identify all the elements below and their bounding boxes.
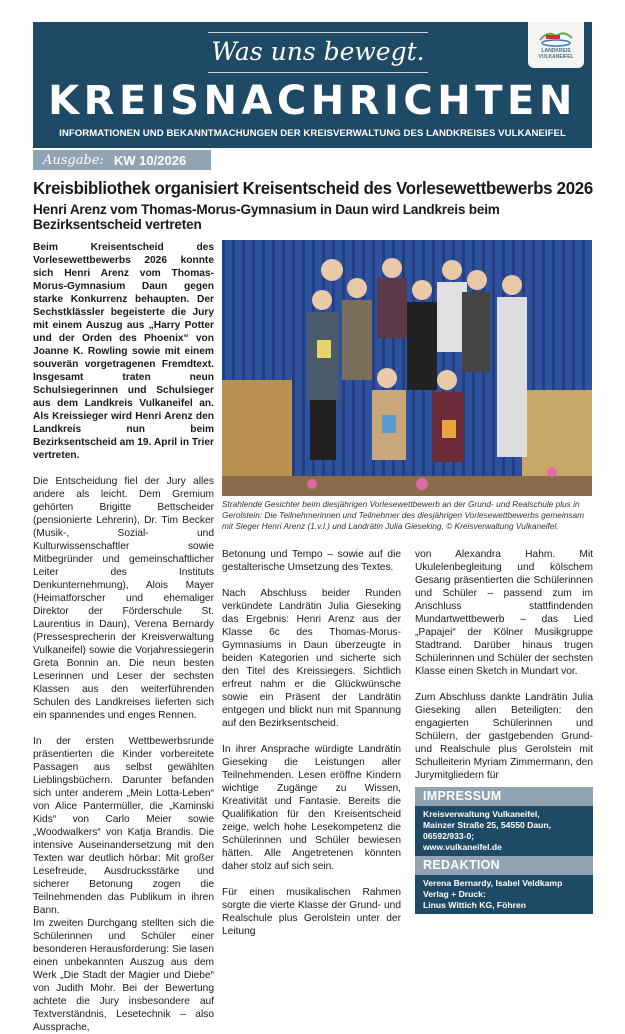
article-subtitle: Henri Arenz vom Thomas-Morus-Gymnasium in Daun wird Landkreis beim Bezirksentscheid vertreten [33,202,500,232]
website-link[interactable]: www.vulkaneifel.de [423,842,502,852]
redaktion-heading: REDAKTION [415,856,593,875]
paragraph: Betonung und Tempo – sowie auf die gestalterische Umsetzung des Textes. [222,549,401,573]
article-title: Kreisbibliothek organisiert Kreisentscheid des Vorlesewettbewerbs 2026 [33,178,593,198]
publication-title: KREISNACHRICHTEN [48,78,577,124]
paragraph: In ihrer Ansprache würdigte Landrätin Gieseking die Leistungen aller Teilnehmenden. Lesen eröffne Kindern wichtige Zugänge zu Wissen, Kreativität und Fantasie. Bereits die Qualifikation für den Kreisentscheid zeige, welch hohe Lesekompetenz die Schülerinnen und Schüler bewiesen hätten. Alle Angetretenen könnten daher stolz auf sich sein. [222,744,401,872]
paragraph: Die Entscheidung fiel der Jury alles andere als leicht. Dem Gremium gehörten Brigitte Bettscheider (pensionierte Lehrerin), Dr. Tim Becker (Musik-, Sozial- und Kulturwissenschaftler sowie Mitbegründer und gemeinschaftlicher Leiter des Instituts Denkunternehmung), Alois Mayer (Heimatforscher und ehemaliger Direktor der Förderschule St. Laurentius in Daun), Verena Bernardy (Pressesprecherin der Kreisverwaltung Vulkaneifel) sowie die Vorjahressiegerin Greta Bonnin an. Die neun besten Leserinnen und Leser der sechsten Klassen aus den weiterführenden Schulen des Landkreises lieferten sich ein spannendes und enges Rennen. [33,476,214,721]
slogan: Was uns bewegt. [208,32,428,73]
photo-caption: Strahlende Gesichter beim diesjährigen Vorlesewettbewerb an der Grund- und Realschule plus in Gerolstein: Die Teilnehmerinnen und Teilnehmer des diesjährigen Vorlesewettbewerbs gemeinsam mit Sieger Henri Arenz (1.v.l.) und Landrätin Julia Gieseking, © Kreisverwaltung Vulkaneifel. [222,499,585,531]
issue-label: Ausgabe: [43,152,104,168]
district-logo-icon [538,28,574,48]
paragraph: Nach Abschluss beider Runden verkündete Landrätin Julia Gieseking das Ergebnis: Henri Arenz aus der Klasse 6c des Thomas-Morus-Gymnasiums in Daun überzeugte in beiden Kategorien und sicherte sich den Titel des Kreissiegers. Sichtlich erfreut nahm er die Glückwünsche sowie ein Präsent der Landrätin entgegen und blickt nun mit Spannung auf den Bezirksentscheid. [222,588,401,729]
issue-value: KW 10/2026 [113,152,187,168]
column-3 [415,548,593,782]
tagline: INFORMATIONEN UND BEKANNTMACHUNGEN DER KREISVERWALTUNG DES LANDKREISES VULKANEIFEL [59,128,566,139]
impressum-box [415,787,593,914]
lead-paragraph: Beim Kreisentscheid des Vorlesewettbewerbs 2026 konnte sich Henri Arenz vom Thomas-Morus-Gymnasium Daun gegen starke Konkurrenz behaupten. Der Sechstklässler begeisterte die Jury mit einem Auszug aus „Harry Potter und der Orden des Phoenix“ von Joanne K. Rowling sowie mit einem souverän vorgetragenen Fremdtext. Insgesamt traten neun Schulsiegerinnen und Schulsieger aus dem Landkreis Vulkaneifel an. Als Kreissieger wird Henri Arenz den Landkreis nun beim Bezirksentscheid am 19. April in Trier vertreten. [33,242,214,461]
paragraph: Für einen musikalischen Rahmen sorgte die vierte Klasse der Grund- und Realschule plus Gerolstein unter der Leitung [222,887,401,937]
issue-bar [33,150,211,170]
district-logo: LANDKREIS VULKANEIFEL [528,22,584,68]
impressum-body: Kreisverwaltung Vulkaneifel, Mainzer Straße 25, 54550 Daun, 06592/933-0; www.vulkaneifel.de [415,806,593,856]
masthead [33,22,592,148]
article-photo [222,240,592,496]
redaktion-body: Verena Bernardy, Isabel Veldkamp Verlag + Druck: Linus Wittich KG, Föhren [423,878,563,910]
paragraph: In der ersten Wettbewerbsrunde präsentierten die Kinder vorbereitete Passagen aus selbst gewählten Lieblingsbüchern. Darunter befanden sich unter anderem „Mein Lotta-Leben“ von Alice Pantermüller, die „Kaminski Kids“ von Carlo Meier sowie „Woodwalkers“ von Katja Brandis. Die intensive Auseinandersetzung mit den Texten war deutlich hörbar: Mit großer Lesefreude, Ausdrucksstärke und sicherer Betonung zogen die Teilnehmenden das Publikum in ihren Bann. [33,736,214,916]
column-1 [33,241,214,1034]
paragraph: von Alexandra Hahm. Mit Ukulelenbegleitung und kölschem Gesang präsentierten die Schülerinnen und Schüler – passend zum im Anschluss stattfindenden Mundartwettbewerb – das Lied „Papajei“ der Kölner Musikgruppe Stadtrand. Darüber hinaus trugen Schülerinnen und Schüler der sechsten Klasse einen Sketch in Mundart vor. [415,549,593,677]
impressum-heading: IMPRESSUM [415,787,593,806]
column-2 [222,548,401,938]
paragraph: Zum Abschluss dankte Landrätin Julia Gieseking allen Beteiligten: den engagierten Schülerinnen und Schülern, der gastgebenden Grund- und Realschule plus Gerolstein mit Schulleiterin Myriam Zimmermann, den Jurymitgliedern für [415,692,593,781]
group-photo-image [222,240,592,496]
paragraph: Im zweiten Durchgang stellten sich die Schülerinnen und Schüler einer besonderen Herausforderung: Sie lasen einen unbekannten Auszug aus dem Werk „Die Stadt der Magier und Diebe“ von Judith Mohr. Bei der Bewertung achtete die Jury insbesondere auf Textverständnis, Lesetechnik – also Aussprache, [33,918,214,1033]
